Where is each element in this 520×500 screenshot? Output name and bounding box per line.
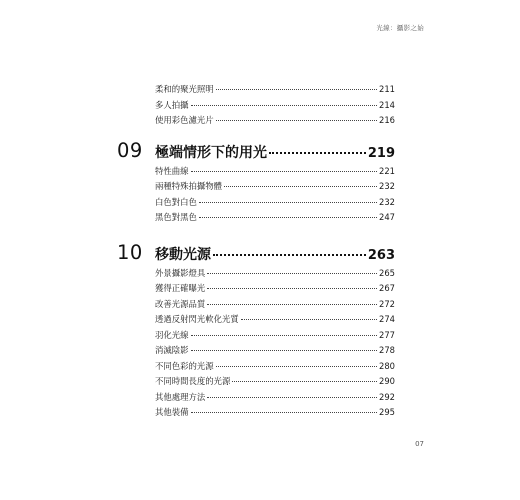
toc-entry-title: 柔和的聚光照明 [155,84,214,94]
dot-leader [216,365,377,367]
toc-entry-page: 247 [379,212,395,222]
toc-entry[interactable] [117,405,395,421]
toc-entry-page: 274 [379,314,395,324]
dot-leader [207,396,377,398]
dot-leader [216,119,377,121]
toc-entry-title: 羽化光線 [155,329,189,340]
toc-entry-title: 使用彩色濾光片 [155,115,214,125]
dot-leader [199,216,377,218]
table-of-contents [117,82,395,421]
toc-entry-page: 295 [379,407,395,417]
dot-leader [191,349,378,351]
toc-entry[interactable] [117,328,395,344]
dot-leader [207,303,377,305]
toc-entry-page: 277 [379,329,395,340]
chapter-title: 移動光源 [155,246,211,263]
toc-entry-title: 獲得正確曝光 [155,283,206,293]
toc-entry-title: 不同時間長度的光源 [155,376,231,386]
dot-leader [224,185,377,187]
dot-leader [207,272,377,274]
toc-entry-page: 280 [379,360,395,371]
toc-entry[interactable] [117,113,395,129]
toc-entry[interactable] [117,179,395,195]
toc-entry-page: 216 [379,115,395,125]
chapter-page: 263 [367,247,395,263]
toc-entry[interactable] [117,297,395,313]
toc-entry-title: 透過反射閃光軟化光質 [155,314,239,324]
toc-entry-page: 290 [379,376,395,386]
toc-entry-page: 232 [379,181,395,191]
dot-leader [241,318,377,320]
toc-entry[interactable] [117,343,395,359]
toc-entry[interactable] [117,374,395,390]
chapter-heading-10[interactable] [117,239,395,266]
toc-entry-title: 黑色對黑色 [155,212,197,222]
toc-entry-title: 其他裝備 [155,407,189,417]
dot-leader [199,201,377,203]
dot-leader [216,88,377,90]
page-number: 07 [415,440,424,448]
toc-entry[interactable] [117,98,395,114]
toc-entry-page: 221 [379,165,395,176]
dot-leader [191,334,378,336]
toc-entry-title: 消滅陰影 [155,345,189,355]
toc-entry-page: 211 [379,84,395,94]
toc-entry[interactable] [117,195,395,211]
toc-entry-title: 改善光源品質 [155,298,206,309]
dot-leader [213,253,366,256]
toc-entry[interactable] [117,210,395,226]
toc-entry-page: 272 [379,298,395,309]
toc-entry-title: 多人拍攝 [155,99,189,110]
toc-entry-page: 292 [379,391,395,402]
dot-leader [207,287,377,289]
chapter-title: 極端情形下的用光 [155,144,267,161]
toc-entry-title: 不同色彩的光源 [155,360,214,371]
dot-leader [191,411,378,413]
toc-entry[interactable] [117,312,395,328]
toc-entry-page: 267 [379,283,395,293]
dot-leader [191,104,378,106]
toc-entry-title: 白色對白色 [155,196,197,207]
chapter-heading-9[interactable] [117,137,395,164]
chapter-number: 10 [117,240,143,264]
toc-entry-title: 特性曲線 [155,165,189,176]
toc-entry[interactable] [117,281,395,297]
toc-entry-page: 232 [379,196,395,207]
toc-entry[interactable] [117,266,395,282]
dot-leader [232,380,377,382]
toc-entry[interactable] [117,390,395,406]
chapter-page: 219 [367,145,395,161]
toc-entry-page: 265 [379,267,395,278]
toc-entry[interactable] [117,82,395,98]
toc-entry-page: 278 [379,345,395,355]
chapter-number: 09 [117,138,143,162]
toc-entry-title: 外景攝影燈具 [155,267,206,278]
toc-entry-title: 兩種特殊拍攝物體 [155,181,222,191]
toc-entry-title: 其他處理方法 [155,391,206,402]
toc-entry[interactable] [117,359,395,375]
dot-leader [191,170,378,172]
toc-entry-page: 214 [379,99,395,110]
dot-leader [269,151,366,154]
running-header: 光線：攝影之始 [376,24,424,32]
